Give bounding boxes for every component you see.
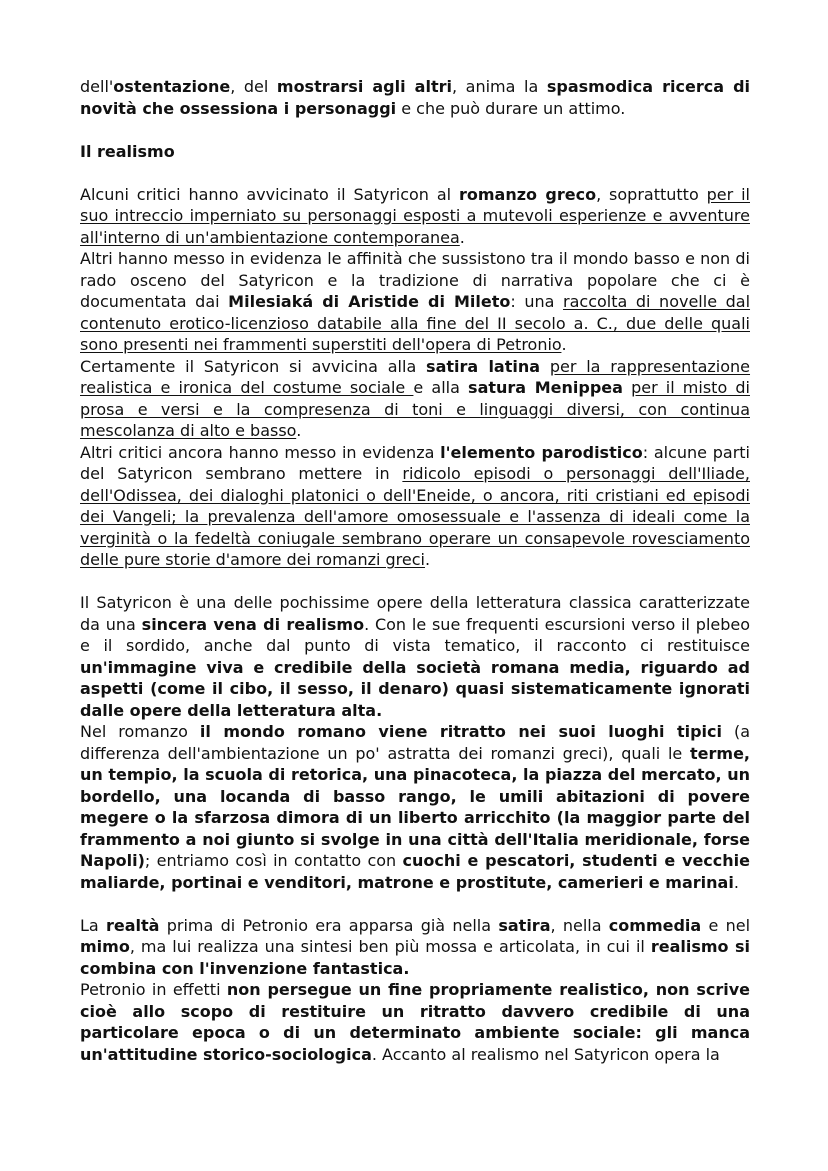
paragraph-realta <box>80 915 750 980</box>
bold-run: un'immagine viva e credibile della società romana media, riguardo ad aspetti (come il cibo, il sesso, il denaro) quasi sistematicamente ignorati dalle opere della letteratura alta. <box>80 657 750 720</box>
paragraph-realismo <box>80 592 750 721</box>
text-run: Certamente il Satyricon si avvicina alla <box>80 356 427 376</box>
bold-run: romanzo greco <box>458 184 597 204</box>
text-run <box>540 357 550 376</box>
bold-run: sincera vena di realismo <box>141 614 365 634</box>
bold-run: satira <box>498 915 551 935</box>
text-run: . <box>425 550 431 569</box>
text-run: Nel romanzo <box>80 722 200 741</box>
paragraph-parodistico <box>80 442 750 571</box>
bold-run: realtà <box>106 915 160 935</box>
bold-run: satira latina <box>426 356 541 376</box>
underlined-run: raccolta di novelle dal contenuto erotico-licenzioso databile alla fine del II secolo a. C., due delle quali sono presenti nei frammenti superstiti dell'opera di Petronio <box>80 292 751 354</box>
text-run: , anima la <box>451 77 547 96</box>
text-run: Petronio in effetti <box>80 980 227 999</box>
text-run: ; entriamo così in contatto con <box>144 851 403 870</box>
bold-run: Milesiaká di Aristide di Mileto <box>228 292 511 311</box>
bold-run: commedia <box>608 915 702 935</box>
text-run: . Con le sue frequenti escursioni verso il plebeo e il sordido, anche dal punto di vista tematico, il racconto ci restituisce <box>80 614 751 655</box>
text-run <box>623 378 631 397</box>
bold-run: non persegue un fine propriamente realistico, non scrive cioè allo scopo di restituire un ritratto davvero credibile di una particolare epoca o di un determinato ambiente sociale: gli manca un'attitudine storico-sociologica <box>80 980 750 1064</box>
bold-run: terme, un tempio, la scuola di retorica, una pinacoteca, la piazza del mercato, un bordello, una locanda di basso rango, le umili abitazioni di povere megere o la sfarzosa dimora di un liberto arricchito (la maggior parte del frammento a noi giunto si svolge in una città dell'Italia meridionale, forse Napoli) <box>80 743 750 870</box>
text-run: Altri critici ancora hanno messo in evidenza <box>80 442 441 462</box>
text-run: . <box>459 227 465 247</box>
text-run: (a differenza dell'ambientazione un po' astratta dei romanzi greci), quali le <box>80 722 751 763</box>
text-run: . Accanto al realismo nel Satyricon opera la <box>371 1044 720 1064</box>
bold-run: satura Menippea <box>468 378 623 397</box>
bold-run: mimo <box>80 937 130 956</box>
text-run: . <box>296 421 302 440</box>
text-run: : una <box>510 292 564 311</box>
text-run: : alcune parti del Satyricon sembrano mettere in <box>80 442 750 483</box>
bold-run: cuochi e pescatori, studenti e vecchie maliarde, portinai e venditori, matrone e prostitute, camerieri e marinai <box>80 851 751 892</box>
text-run: e alla <box>413 378 469 397</box>
text-run: dell' <box>80 77 114 96</box>
bold-run: l'elemento parodistico <box>440 442 643 462</box>
text-run: La <box>80 915 106 935</box>
paragraph-luoghi <box>80 721 750 893</box>
underlined-run: per la rappresentazione realistica e ironica del costume sociale <box>80 356 751 397</box>
intro-paragraph <box>80 76 750 119</box>
bold-run: ostentazione <box>113 77 231 96</box>
text-run: Altri hanno messo in evidenza le affinità che sussistono tra il mondo basso e non di rado osceno del Satyricon e la tradizione di narrativa popolare che ci è documentata dai <box>80 249 750 311</box>
text-run: e nel <box>701 915 751 935</box>
bold-run: il mondo romano viene ritratto nei suoi luoghi tipici <box>199 722 722 741</box>
text-run: Il Satyricon è una delle pochissime opere della letteratura classica caratterizzate da una <box>80 593 750 634</box>
bold-run: mostrarsi agli altri <box>276 77 452 96</box>
text-run: Alcuni critici hanno avvicinato il Satyricon al <box>80 184 459 204</box>
document-page <box>80 76 750 1065</box>
bold-run: spasmodica ricerca di novità che ossessiona i personaggi <box>80 77 750 118</box>
bold-run: realismo si combina con l'invenzione fantastica. <box>80 937 750 978</box>
underlined-run: per il suo intreccio imperniato su personaggi esposti a mutevoli esperienze e avventure all'interno di un'ambientazione contemporanea <box>80 184 750 247</box>
paragraph-satira <box>80 356 750 442</box>
paragraph-milesiaka <box>80 248 750 356</box>
text-run: , del <box>230 77 277 96</box>
section-heading: Il realismo <box>80 141 175 161</box>
paragraph-romanzo-greco <box>80 184 750 249</box>
text-run: , ma lui realizza una sintesi ben più mossa e articolata, in cui il <box>129 937 651 956</box>
paragraph-petronio <box>80 979 750 1065</box>
underlined-run: ridicolo episodi o personaggi dell'Iliade, dell'Odissea, dei dialoghi platonici o dell'Eneide, o ancora, riti cristiani ed episodi dei Vangeli; la prevalenza dell'amore omosessuale e l'assenza di ideali come la verginità o la fedeltà coniugale sembrano operare un consapevole rovesciamento delle pure storie d'amore dei romanzi greci <box>80 464 750 569</box>
text-run: prima di Petronio era apparsa già nella <box>159 915 499 935</box>
underlined-run: per il misto di prosa e versi e la compresenza di toni e linguaggi diversi, con continua mescolanza di alto e basso <box>80 378 750 440</box>
text-run: . <box>561 335 567 354</box>
text-run: , soprattutto <box>596 184 707 204</box>
text-run: . <box>733 872 739 892</box>
text-run: e che può durare un attimo. <box>396 98 626 118</box>
text-run: , nella <box>550 915 609 935</box>
